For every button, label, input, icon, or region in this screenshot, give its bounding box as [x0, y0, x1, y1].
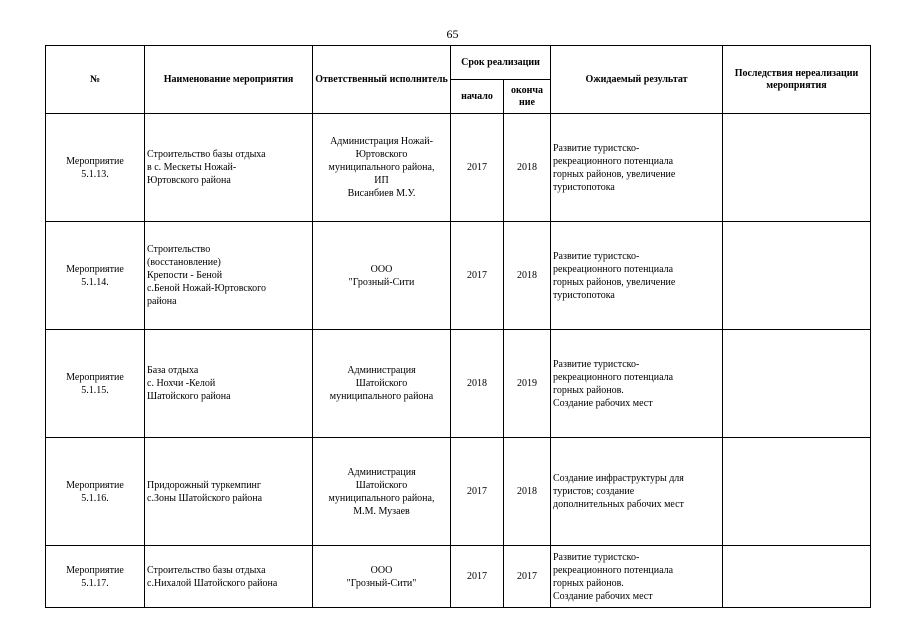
activity-name-line: Шатойского района — [147, 391, 231, 402]
expected-result-line: Создание инфраструктуры для — [553, 473, 684, 484]
expected-result-line: горных районов. — [553, 577, 624, 589]
header-name: Наименование мероприятия — [145, 46, 313, 114]
expected-result-line: Развитие туристско- — [553, 250, 640, 262]
end-year: 2019 — [504, 330, 551, 438]
activity-number-line: Мероприятие — [66, 371, 124, 383]
expected-result-line: Создание рабочих мест — [553, 397, 653, 409]
table-row — [46, 438, 871, 546]
responsible-executor-line: ИП — [374, 175, 389, 186]
expected-result-line: горных районов. — [553, 384, 624, 396]
responsible-executor — [313, 546, 451, 608]
responsible-executor-line: Администрация — [347, 466, 416, 478]
start-year: 2017 — [451, 222, 504, 330]
activity-name-line: База отдыха — [147, 365, 199, 376]
activity-name-line: с.Нихалой Шатойского района — [147, 577, 278, 589]
expected-result-line: рекреационного потенциала — [553, 263, 674, 275]
table-row — [46, 222, 871, 330]
header-num: № — [46, 46, 145, 114]
activity-name-line: (восстановление) — [147, 257, 221, 268]
end-year: 2018 — [504, 438, 551, 546]
activity-number-line: Мероприятие — [66, 155, 124, 167]
header-end-line: оконча — [510, 84, 544, 96]
activity-number-line: 5.1.17. — [81, 577, 109, 589]
expected-result-line: Создание рабочих мест — [553, 590, 653, 602]
table-row — [46, 330, 871, 438]
header-executor: Ответственный исполнитель — [313, 46, 451, 114]
responsible-executor — [313, 114, 451, 222]
activity-number-line: 5.1.16. — [81, 492, 109, 504]
non-implementation-consequences — [723, 222, 871, 330]
expected-result-line: горных районов, увеличение — [553, 276, 676, 288]
activity-name-line: Придорожный туркемпинг — [147, 479, 262, 491]
activity-number-line: 5.1.13. — [81, 168, 109, 180]
activity-name — [145, 330, 313, 438]
expected-result-line: туристов; создание — [553, 486, 635, 497]
end-year: 2017 — [504, 546, 551, 608]
header-start: начало — [451, 80, 504, 114]
header-end-line: ние — [519, 96, 535, 108]
responsible-executor-line: "Грозный-Сити" — [346, 577, 417, 589]
header-consequences: Последствия нереализации мероприятия — [723, 46, 871, 114]
activity-number-line: Мероприятие — [66, 564, 124, 576]
activity-name — [145, 438, 313, 546]
expected-result-line: туристопотока — [553, 181, 615, 193]
activity-name-line: Строительство базы отдыха — [147, 149, 266, 160]
activity-number-line: Мероприятие — [66, 479, 124, 491]
expected-result-line: туристопотока — [553, 289, 615, 301]
responsible-executor-line: муниципального района, — [328, 162, 435, 173]
activity-number-line: 5.1.15. — [81, 384, 109, 396]
responsible-executor-line: Шатойского — [355, 378, 408, 389]
activity-number — [46, 222, 145, 330]
end-year: 2018 — [504, 222, 551, 330]
expected-result-line: Развитие туристско- — [553, 358, 640, 370]
page-number: 65 — [446, 27, 459, 41]
non-implementation-consequences — [723, 438, 871, 546]
activity-name — [145, 222, 313, 330]
expected-result — [551, 330, 723, 438]
responsible-executor-line: "Грозный-Сити — [348, 276, 415, 288]
non-implementation-consequences — [723, 330, 871, 438]
activity-number-line: 5.1.14. — [81, 276, 109, 288]
responsible-executor-line: Висанбиев М.У. — [347, 188, 416, 199]
start-year: 2017 — [451, 546, 504, 608]
activity-name-line: района — [147, 296, 177, 307]
end-year: 2018 — [504, 114, 551, 222]
responsible-executor-line: ООО — [370, 263, 393, 275]
activity-name-line: в с. Мескеты Ножай- — [147, 162, 237, 173]
responsible-executor-line: муниципального района — [329, 391, 434, 402]
table-body — [46, 114, 871, 608]
expected-result — [551, 114, 723, 222]
table-row — [46, 114, 871, 222]
activity-name-line: с.Зоны Шатойского района — [147, 492, 263, 504]
expected-result — [551, 438, 723, 546]
non-implementation-consequences — [723, 114, 871, 222]
activity-name-line: с.Беной Ножай-Юртовского — [147, 283, 267, 294]
responsible-executor-line: М.М. Музаев — [353, 505, 410, 517]
activity-number — [46, 114, 145, 222]
activity-name-line: Крепости - Беной — [147, 270, 223, 281]
expected-result-line: Развитие туристско- — [553, 142, 640, 154]
activity-number — [46, 330, 145, 438]
responsible-executor — [313, 438, 451, 546]
expected-result-line: рекреационного потенциала — [553, 564, 674, 576]
responsible-executor-line: Шатойского — [355, 479, 408, 491]
activity-name-line: с. Нохчи -Келой — [147, 378, 216, 389]
start-year: 2017 — [451, 438, 504, 546]
table-row — [46, 546, 871, 608]
header-end — [504, 80, 551, 114]
responsible-executor-line: Администрация — [347, 365, 416, 376]
activity-name — [145, 114, 313, 222]
activity-name-line: Строительство базы отдыха — [147, 564, 266, 576]
activity-number — [46, 438, 145, 546]
expected-result — [551, 222, 723, 330]
activities-table — [45, 45, 871, 608]
responsible-executor-line: Юртовского — [355, 149, 408, 160]
activity-number-line: Мероприятие — [66, 263, 124, 275]
header-result: Ожидаемый результат — [551, 46, 723, 114]
non-implementation-consequences — [723, 546, 871, 608]
responsible-executor — [313, 330, 451, 438]
responsible-executor-line: ООО — [370, 564, 393, 576]
start-year: 2017 — [451, 114, 504, 222]
expected-result-line: Развитие туристско- — [553, 551, 640, 563]
expected-result-line: рекреационного потенциала — [553, 155, 674, 167]
expected-result-line: дополнительных рабочих мест — [553, 499, 684, 510]
responsible-executor — [313, 222, 451, 330]
expected-result — [551, 546, 723, 608]
activity-name-line: Юртовского района — [147, 175, 231, 186]
expected-result-line: рекреационного потенциала — [553, 371, 674, 383]
start-year: 2018 — [451, 330, 504, 438]
responsible-executor-line: Администрация Ножай- — [330, 136, 433, 147]
header-period: Срок реализации — [451, 46, 551, 80]
activity-name — [145, 546, 313, 608]
activity-name-line: Строительство — [147, 244, 211, 255]
activity-number — [46, 546, 145, 608]
expected-result-line: горных районов, увеличение — [553, 168, 676, 180]
responsible-executor-line: муниципального района, — [328, 492, 435, 504]
table-header — [46, 46, 871, 114]
